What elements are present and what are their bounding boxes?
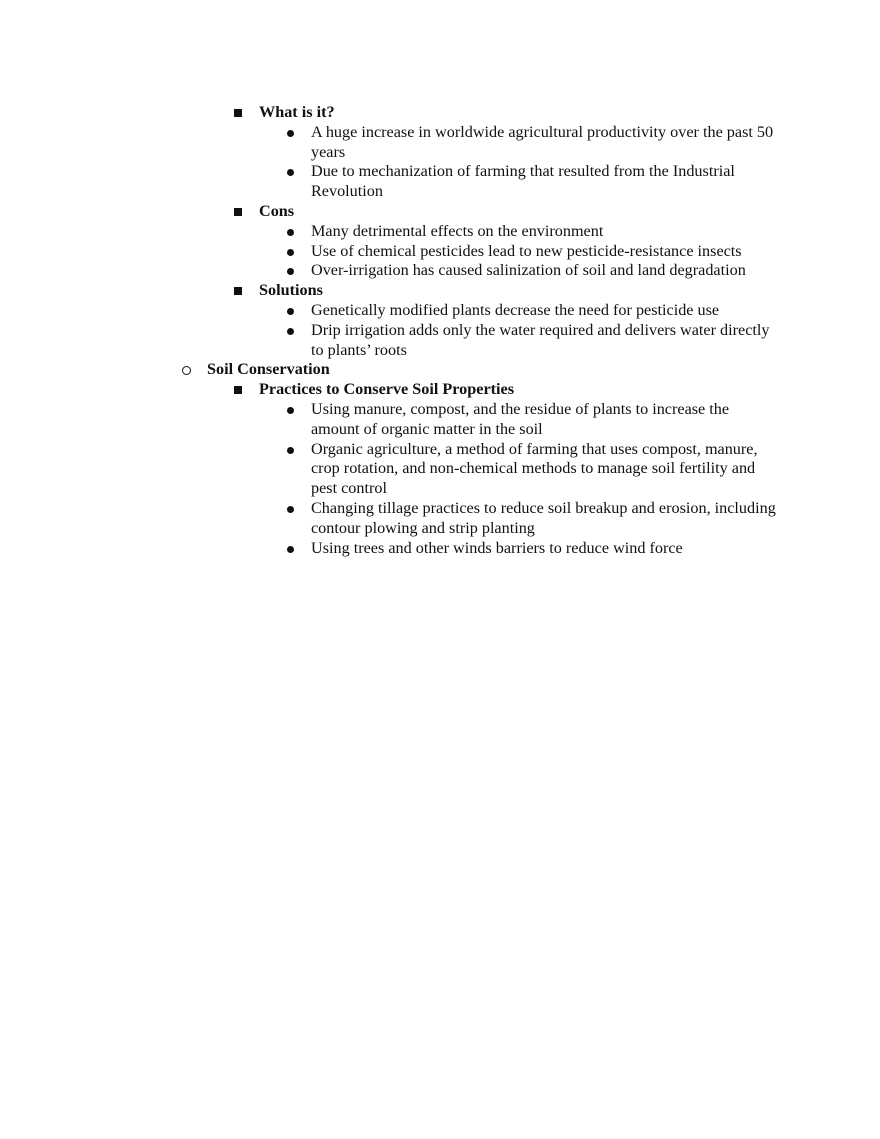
dot-bullet-icon [282, 321, 298, 341]
dot-bullet-icon [282, 222, 298, 242]
section-heading-row [0, 281, 880, 301]
list-item-text: Using trees and other winds barriers to reduce wind force [311, 538, 683, 557]
dot-bullet-icon [282, 123, 298, 143]
section-heading: Practices to Conserve Soil Properties [259, 380, 515, 399]
list-item [0, 242, 880, 262]
list-item-text: A huge increase in worldwide agricultural productivity over the past 50 years [311, 122, 774, 161]
square-bullet-icon [230, 281, 246, 301]
list-item [0, 499, 880, 539]
dot-bullet-icon [282, 242, 298, 262]
dot-bullet-icon [282, 539, 298, 559]
dot-bullet-icon [282, 261, 298, 281]
section-heading-row [0, 103, 880, 123]
list-item [0, 162, 880, 202]
list-item-text: Use of chemical pesticides lead to new pesticide-resistance insects [311, 241, 742, 260]
dot-bullet-icon [282, 162, 298, 182]
square-bullet-icon [230, 380, 246, 400]
dot-bullet-icon [282, 301, 298, 321]
section-heading: What is it? [259, 103, 335, 121]
list-item-text: Changing tillage practices to reduce soil breakup and erosion, including contour plowing and strip planting [311, 498, 776, 537]
square-bullet-icon [230, 202, 246, 222]
square-bullet-icon [230, 103, 246, 123]
list-item [0, 222, 880, 242]
list-item-text: Genetically modified plants decrease the need for pesticide use [311, 300, 720, 319]
list-item [0, 123, 880, 163]
list-item-text: Over-irrigation has caused salinization of soil and land degradation [311, 261, 746, 280]
list-item-text: Using manure, compost, and the residue of plants to increase the amount of organic matter in the soil [311, 399, 730, 438]
section-heading: Solutions [259, 281, 323, 300]
dot-bullet-icon [282, 440, 298, 460]
section-heading: Cons [259, 201, 295, 220]
list-item [0, 301, 880, 321]
topic-heading-row [0, 360, 880, 380]
list-item-text: Many detrimental effects on the environment [311, 221, 604, 240]
list-item-text: Due to mechanization of farming that resulted from the Industrial Revolution [311, 162, 735, 201]
section-heading-row [0, 202, 880, 222]
circle-bullet-icon [178, 360, 194, 381]
list-item-text: Organic agriculture, a method of farming that uses compost, manure, crop rotation, and non-chemical methods to manage soil fertility and pest control [311, 439, 758, 498]
list-item [0, 539, 880, 559]
dot-bullet-icon [282, 499, 298, 519]
list-item [0, 261, 880, 281]
list-item [0, 400, 880, 440]
topic-heading: Soil Conservation [207, 360, 330, 379]
list-item [0, 321, 880, 361]
section-heading-row [0, 380, 880, 400]
list-item-text: Drip irrigation adds only the water required and delivers water directly to plants’ roots [311, 320, 770, 359]
list-item [0, 440, 880, 499]
document-page [0, 103, 880, 558]
dot-bullet-icon [282, 400, 298, 420]
